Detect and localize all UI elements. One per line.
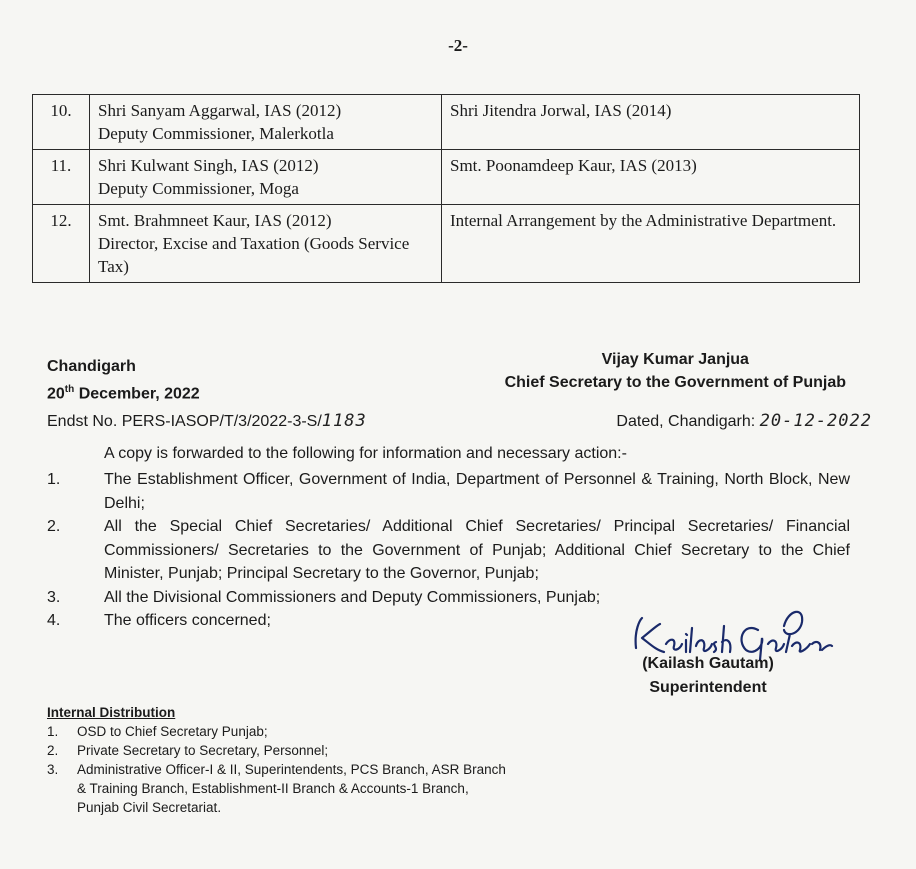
signatory-block	[505, 348, 846, 394]
table-row	[33, 150, 860, 205]
endorsement-line	[47, 410, 872, 433]
table-row	[33, 95, 860, 150]
serial-number: 12.	[33, 205, 90, 283]
table-row	[33, 205, 860, 283]
endorsement-number-handwritten: 1183	[321, 411, 367, 431]
list-item: 2. Private Secretary to Secretary, Personnel;	[47, 743, 329, 758]
endorsement-date: Dated, Chandigarh: 20-12-2022	[616, 411, 872, 431]
signatory-name: Vijay Kumar Janjua	[601, 351, 749, 368]
page-number: -2-	[448, 36, 468, 55]
internal-distribution	[47, 703, 507, 817]
internal-distribution-heading: Internal Distribution	[47, 705, 176, 720]
signatory-title: Chief Secretary to the Government of Punjab	[504, 374, 846, 391]
superintendent-name: (Kailash Gautam)	[642, 655, 774, 672]
serial-number: 11.	[33, 150, 90, 205]
officer-name: Shri Sanyam Aggarwal, IAS (2012)	[98, 101, 342, 120]
replacement-cell: Internal Arrangement by the Administrative Department.	[442, 205, 860, 283]
superintendent-title: Superintendent	[649, 679, 767, 696]
officer-name: Smt. Brahmneet Kaur, IAS (2012)	[98, 211, 332, 230]
officer-cell	[90, 95, 442, 150]
officer-cell	[90, 150, 442, 205]
serial-number: 10.	[33, 95, 90, 150]
superintendent-block	[628, 652, 788, 700]
officer-designation: Director, Excise and Taxation (Goods Service Tax)	[98, 234, 410, 276]
place: Chandigarh	[47, 358, 136, 375]
list-item: 1. The Establishment Officer, Government of India, Department of Personnel & Training, North Block, New Delhi;	[47, 471, 850, 512]
forward-text: A copy is forwarded to the following for information and necessary action:-	[104, 445, 627, 462]
officer-designation: Deputy Commissioner, Moga	[98, 179, 299, 198]
officer-name: Shri Kulwant Singh, IAS (2012)	[98, 156, 319, 175]
list-item: 3. All the Divisional Commissioners and Deputy Commissioners, Punjab;	[47, 588, 601, 606]
list-item: 1. OSD to Chief Secretary Punjab;	[47, 724, 268, 739]
officer-cell	[90, 205, 442, 283]
order-date: 20th December, 2022	[47, 384, 200, 403]
officer-designation: Deputy Commissioner, Malerkotla	[98, 124, 334, 143]
replacement-cell: Smt. Poonamdeep Kaur, IAS (2013)	[442, 150, 860, 205]
postings-table	[32, 94, 860, 283]
list-item: 2. All the Special Chief Secretaries/ Additional Chief Secretaries/ Principal Secretaries/ Financial Commissioners/ Secretaries to the Government of Punjab; Additional Chief Secretary to the Chief Minister, Punjab; Principal Secretary to the Governor, Punjab;	[47, 518, 850, 582]
list-item: 3. Administrative Officer-I & II, Superintendents, PCS Branch, ASR Branch & Training Branch, Establishment-II Branch & Accounts-1 Branch, Punjab Civil Secretariat.	[47, 762, 506, 815]
place-date-block	[47, 355, 200, 405]
list-item: 4. The officers concerned;	[47, 612, 271, 629]
replacement-cell: Shri Jitendra Jorwal, IAS (2014)	[442, 95, 860, 150]
endorsement-number-label: Endst No. PERS-IASOP/T/3/2022-3-S/	[47, 413, 322, 430]
